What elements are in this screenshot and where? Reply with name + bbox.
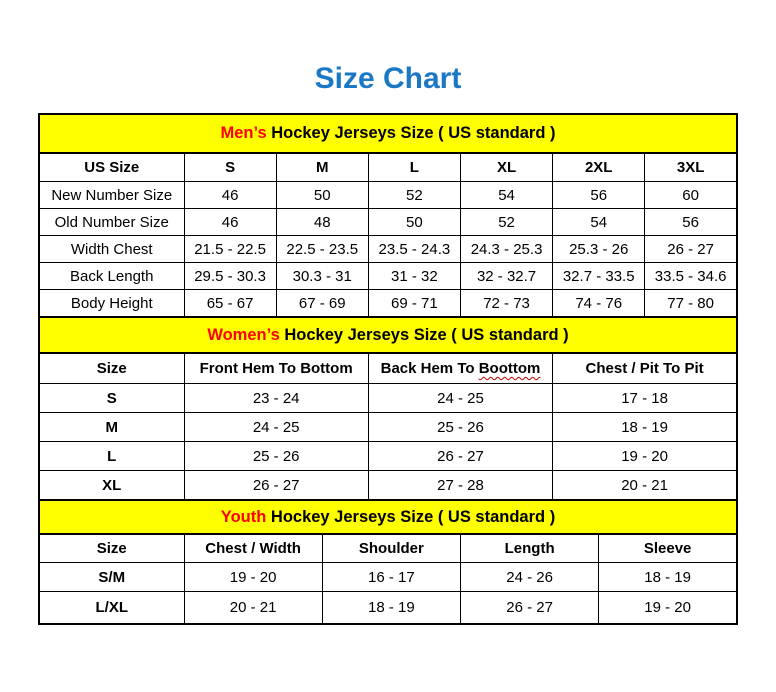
- column-header: Shoulder: [322, 534, 460, 563]
- size-value-cell: 69 - 71: [368, 290, 460, 318]
- size-value-cell: 19 - 20: [553, 442, 737, 471]
- size-value-cell: 27 - 28: [368, 471, 552, 501]
- column-header: M: [276, 153, 368, 182]
- mens-table-title-row: [39, 114, 737, 153]
- column-header: Size: [39, 534, 184, 563]
- row-label: XL: [39, 471, 184, 501]
- size-value-cell: 46: [184, 182, 276, 209]
- size-value-cell: 26 - 27: [368, 442, 552, 471]
- size-value-cell: 74 - 76: [553, 290, 645, 318]
- column-header: S: [184, 153, 276, 182]
- size-value-cell: 50: [276, 182, 368, 209]
- size-value-cell: 16 - 17: [322, 563, 460, 592]
- row-label: Body Height: [39, 290, 184, 318]
- size-value-cell: 26 - 27: [461, 592, 599, 625]
- row-label: Width Chest: [39, 236, 184, 263]
- womens-table-title: [39, 317, 737, 353]
- mens-title-rest: Hockey Jerseys Size ( US standard ): [266, 124, 556, 142]
- table-row: [39, 182, 737, 209]
- youth-header-row: [39, 534, 737, 563]
- youth-table-title: [39, 500, 737, 534]
- size-value-cell: 24 - 25: [184, 413, 368, 442]
- row-label: Old Number Size: [39, 209, 184, 236]
- size-value-cell: 18 - 19: [553, 413, 737, 442]
- column-header: Sleeve: [599, 534, 737, 563]
- size-value-cell: 19 - 20: [599, 592, 737, 625]
- size-value-cell: 24 - 25: [368, 384, 552, 413]
- size-value-cell: 50: [368, 209, 460, 236]
- womens-header-row: [39, 353, 737, 384]
- youth-size-table: [38, 499, 738, 625]
- row-label: S/M: [39, 563, 184, 592]
- size-value-cell: 19 - 20: [184, 563, 322, 592]
- size-value-cell: 20 - 21: [184, 592, 322, 625]
- youth-title-rest: Hockey Jerseys Size ( US standard ): [266, 507, 556, 526]
- size-value-cell: 48: [276, 209, 368, 236]
- row-label: L: [39, 442, 184, 471]
- column-header: L: [368, 153, 460, 182]
- size-value-cell: 33.5 - 34.6: [645, 263, 737, 290]
- table-row: [39, 563, 737, 592]
- back-hem-label-prefix: Back Hem To: [380, 360, 479, 377]
- size-value-cell: 32 - 32.7: [460, 263, 552, 290]
- size-value-cell: 21.5 - 22.5: [184, 236, 276, 263]
- size-value-cell: 32.7 - 33.5: [553, 263, 645, 290]
- page-title: Size Chart: [314, 62, 462, 95]
- size-value-cell: 22.5 - 23.5: [276, 236, 368, 263]
- size-value-cell: 30.3 - 31: [276, 263, 368, 290]
- size-value-cell: 25 - 26: [368, 413, 552, 442]
- size-value-cell: 72 - 73: [460, 290, 552, 318]
- table-row: [39, 236, 737, 263]
- size-value-cell: 46: [184, 209, 276, 236]
- size-value-cell: 17 - 18: [553, 384, 737, 413]
- size-value-cell: 56: [553, 182, 645, 209]
- column-header: Front Hem To Bottom: [184, 353, 368, 384]
- womens-size-table: [38, 316, 738, 501]
- column-header: [368, 353, 552, 384]
- youth-table-title-row: [39, 500, 737, 534]
- womens-title-highlight: Women’s: [207, 325, 280, 344]
- row-label: L/XL: [39, 592, 184, 625]
- size-value-cell: 31 - 32: [368, 263, 460, 290]
- table-row: [39, 471, 737, 501]
- column-header: Size: [39, 353, 184, 384]
- size-value-cell: 25 - 26: [184, 442, 368, 471]
- size-value-cell: 29.5 - 30.3: [184, 263, 276, 290]
- size-value-cell: 24 - 26: [461, 563, 599, 592]
- table-row: [39, 413, 737, 442]
- row-label: New Number Size: [39, 182, 184, 209]
- mens-title-highlight: Men’s: [220, 124, 267, 142]
- size-value-cell: 56: [645, 209, 737, 236]
- size-value-cell: 18 - 19: [322, 592, 460, 625]
- row-label: M: [39, 413, 184, 442]
- womens-title-rest: Hockey Jerseys Size ( US standard ): [279, 325, 569, 344]
- womens-table-title-row: [39, 317, 737, 353]
- table-row: [39, 442, 737, 471]
- size-value-cell: 23 - 24: [184, 384, 368, 413]
- column-header: US Size: [39, 153, 184, 182]
- youth-title-highlight: Youth: [220, 507, 267, 526]
- row-label: S: [39, 384, 184, 413]
- size-value-cell: 77 - 80: [645, 290, 737, 318]
- size-value-cell: 26 - 27: [184, 471, 368, 501]
- size-value-cell: 24.3 - 25.3: [460, 236, 552, 263]
- size-value-cell: 52: [368, 182, 460, 209]
- mens-header-row: [39, 153, 737, 182]
- size-value-cell: 54: [553, 209, 645, 236]
- size-tables: [38, 113, 738, 625]
- size-value-cell: 67 - 69: [276, 290, 368, 318]
- size-value-cell: 52: [460, 209, 552, 236]
- mens-table-title: [39, 114, 737, 153]
- size-value-cell: 65 - 67: [184, 290, 276, 318]
- column-header: Chest / Width: [184, 534, 322, 563]
- size-value-cell: 54: [460, 182, 552, 209]
- size-value-cell: 26 - 27: [645, 236, 737, 263]
- column-header: 3XL: [645, 153, 737, 182]
- column-header: Length: [461, 534, 599, 563]
- size-value-cell: 20 - 21: [553, 471, 737, 501]
- column-header: Chest / Pit To Pit: [553, 353, 737, 384]
- column-header: 2XL: [553, 153, 645, 182]
- size-value-cell: 25.3 - 26: [553, 236, 645, 263]
- table-row: [39, 263, 737, 290]
- column-header: XL: [460, 153, 552, 182]
- table-row: [39, 592, 737, 625]
- back-hem-misspelled-word: Boottom: [478, 360, 541, 377]
- row-label: Back Length: [39, 263, 184, 290]
- size-value-cell: 60: [645, 182, 737, 209]
- size-value-cell: 18 - 19: [599, 563, 737, 592]
- table-row: [39, 290, 737, 318]
- table-row: [39, 209, 737, 236]
- mens-size-table: [38, 113, 738, 318]
- table-row: [39, 384, 737, 413]
- size-value-cell: 23.5 - 24.3: [368, 236, 460, 263]
